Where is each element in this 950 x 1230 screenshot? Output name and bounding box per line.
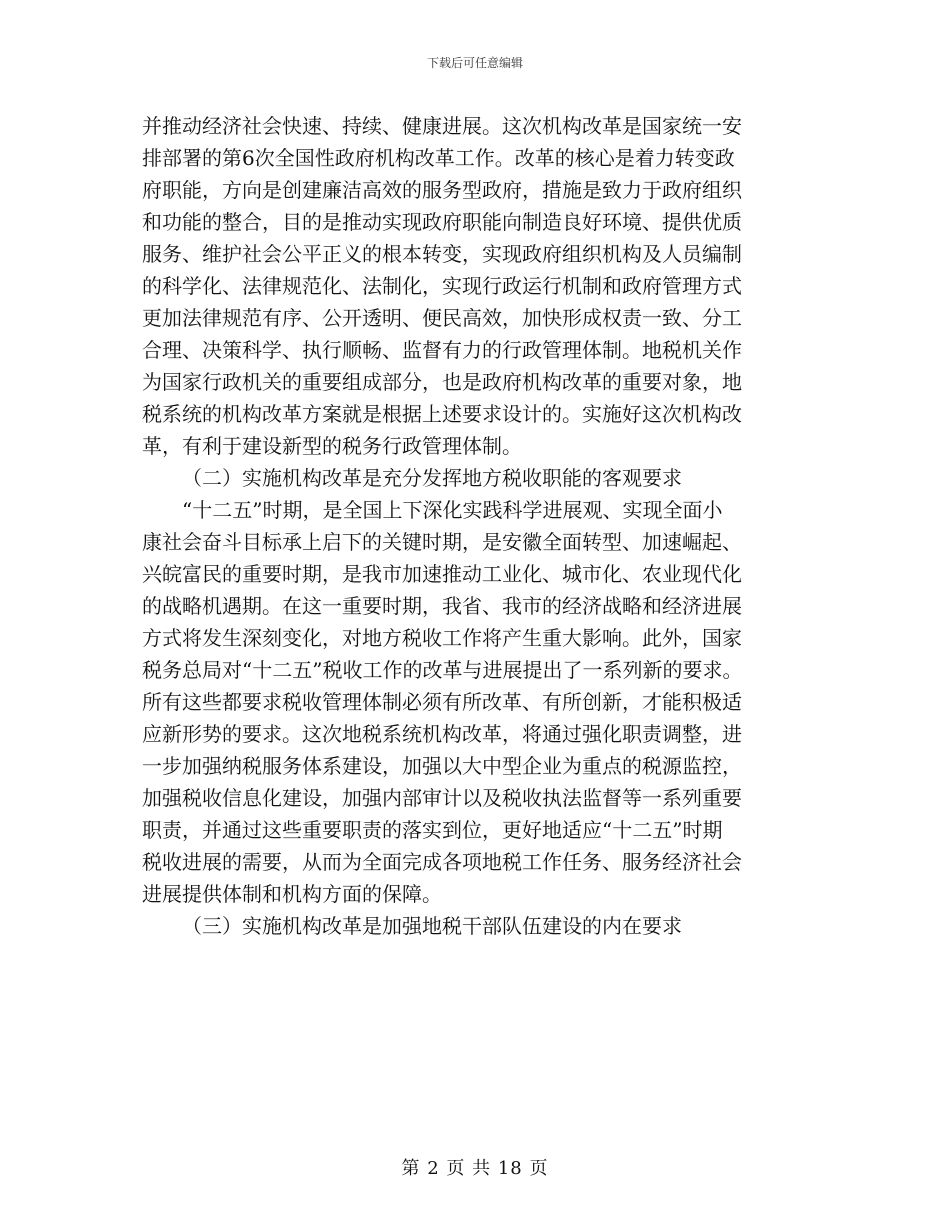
section-heading: （三）实施机构改革是加强地税干部队伍建设的内在要求 <box>182 914 682 938</box>
text-line: 合理、决策科学、执行顺畅、监督有力的行政管理体制。地税机关作 <box>142 338 742 362</box>
text-line: 并推动经济社会快速、持续、健康进展。这次机构改革是国家统一安 <box>142 114 742 138</box>
page-header: 下载后可任意编辑 <box>426 56 523 70</box>
text-line: 革，有利于建设新型的税务行政管理体制。 <box>142 434 522 458</box>
text-line: 应新形势的要求。这次地税系统机构改革，将通过强化职责调整，进 <box>142 722 742 746</box>
text-line: 为国家行政机关的重要组成部分，也是政府机构改革的重要对象，地 <box>142 370 742 394</box>
text-line: 进展提供体制和机构方面的保障。 <box>142 882 442 906</box>
text-line: 所有这些都要求税收管理体制必须有所改革、有所创新，才能积极适 <box>142 690 742 714</box>
text-line: 税系统的机构改革方案就是根据上述要求设计的。实施好这次机构改 <box>142 402 742 426</box>
section-heading: （二）实施机构改革是充分发挥地方税收职能的客观要求 <box>182 466 682 490</box>
text-line: 服务、维护社会公平正义的根本转变，实现政府组织机构及人员编制 <box>142 242 742 266</box>
text-line: 加强税收信息化建设，加强内部审计以及税收执法监督等一系列重要 <box>142 786 742 810</box>
text-line: 方式将发生深刻变化，对地方税收工作将产生重大影响。此外，国家 <box>142 626 742 650</box>
text-line: 排部署的第6次全国性政府机构改革工作。改革的核心是着力转变政 <box>142 146 735 170</box>
text-line: 府职能，方向是创建廉洁高效的服务型政府，措施是致力于政府组织 <box>142 178 742 202</box>
text-line: 更加法律规范有序、公开透明、便民高效，加快形成权责一致、分工 <box>142 306 742 330</box>
text-line: 职责，并通过这些重要职责的落实到位，更好地适应“十二五”时期 <box>142 818 723 842</box>
text-line: 税务总局对“十二五”税收工作的改革与进展提出了一系列新的要求。 <box>142 658 743 682</box>
text-line: 康社会奋斗目标承上启下的关键时期，是安徽全面转型、加速崛起、 <box>142 530 742 554</box>
document-body <box>142 110 808 942</box>
text-line: 的科学化、法律规范化、法制化，实现行政运行机制和政府管理方式 <box>142 274 742 298</box>
text-line: 的战略机遇期。在这一重要时期，我省、我市的经济战略和经济进展 <box>142 594 742 618</box>
text-line: 税收进展的需要，从而为全面完成各项地税工作任务、服务经济社会 <box>142 850 742 874</box>
text-line: “十二五”时期，是全国上下深化实践科学进展观、实现全面小 <box>182 498 723 522</box>
page-number: 第 2 页 共 18 页 <box>401 1158 549 1179</box>
text-line: 一步加强纳税服务体系建设，加强以大中型企业为重点的税源监控， <box>142 754 742 778</box>
text-line: 兴皖富民的重要时期，是我市加速推动工业化、城市化、农业现代化 <box>142 562 742 586</box>
text-line: 和功能的整合，目的是推动实现政府职能向制造良好环境、提供优质 <box>142 210 742 234</box>
